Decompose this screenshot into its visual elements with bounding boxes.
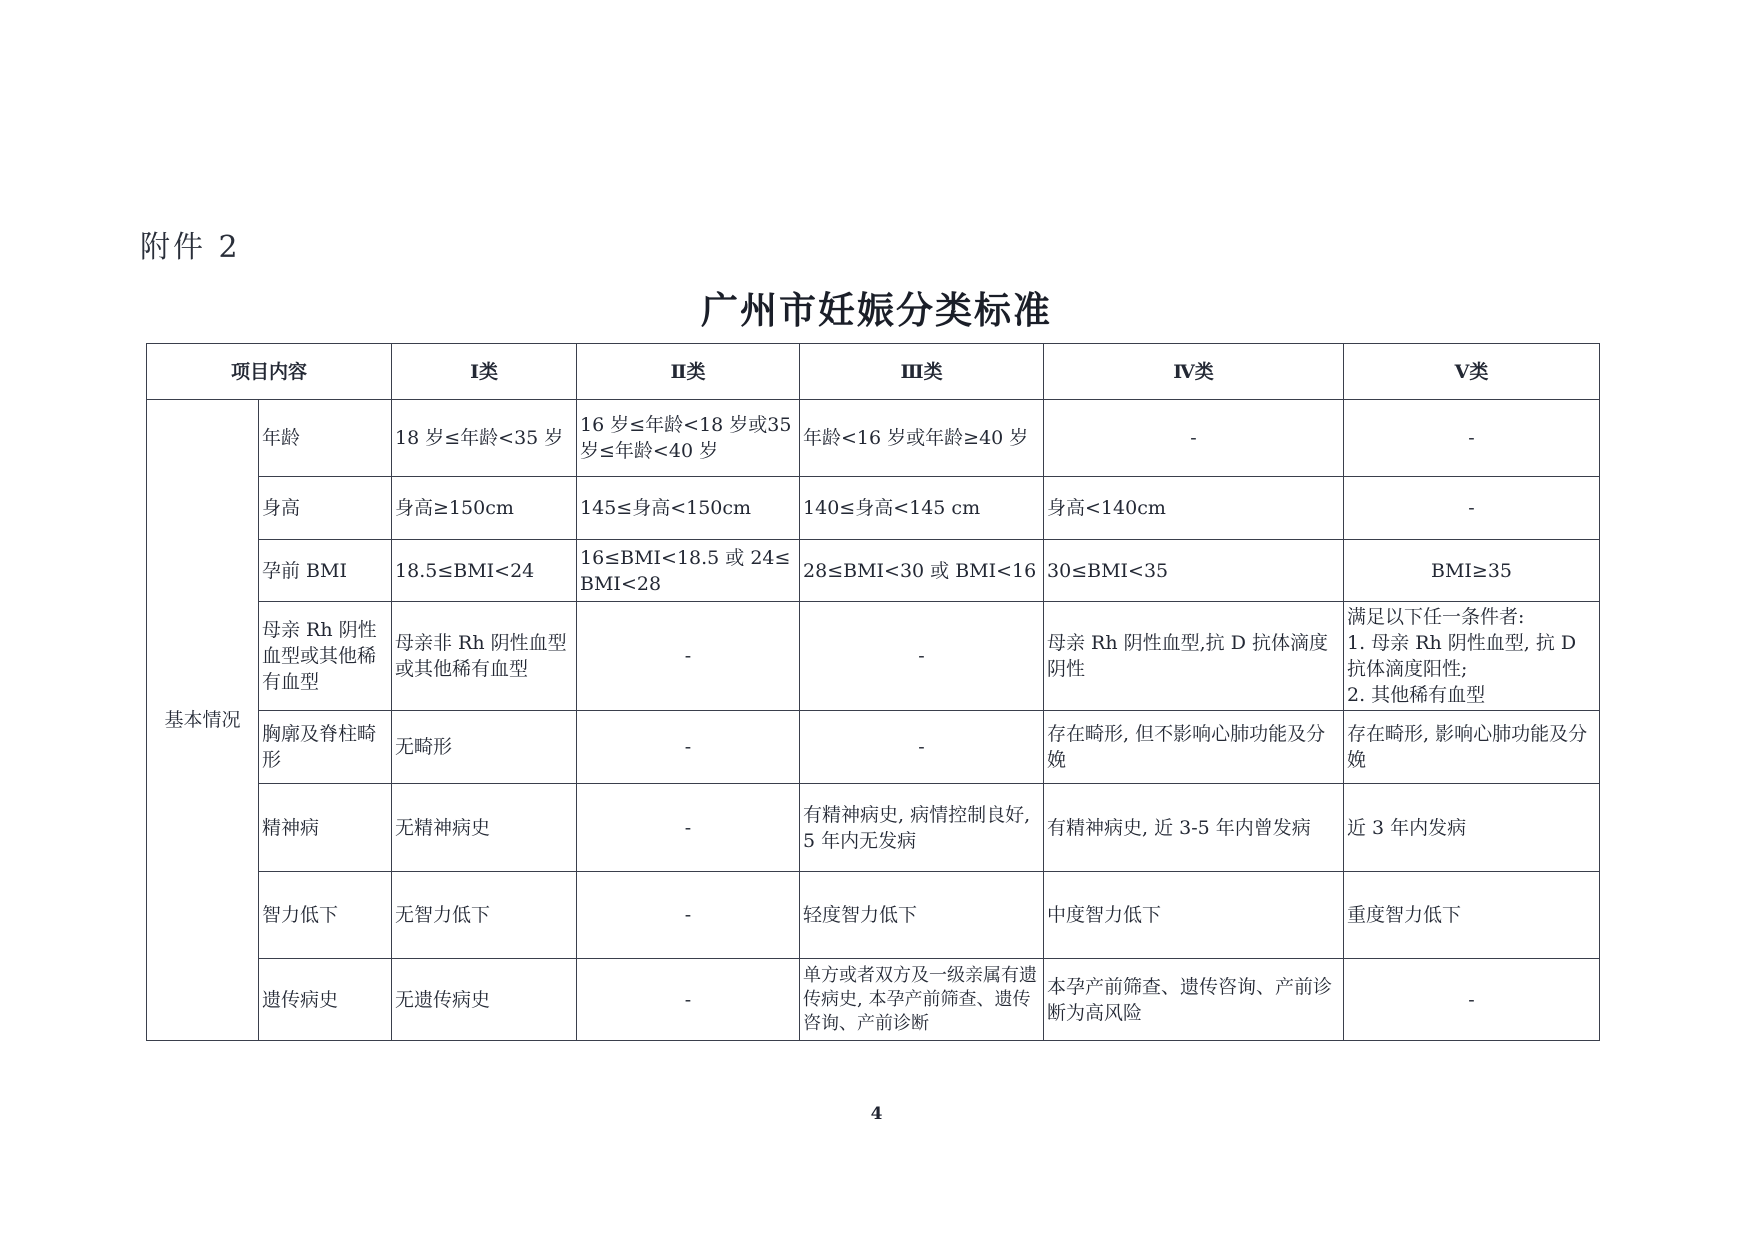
cell-class-5: BMI≥35 [1344,540,1600,602]
row-item: 孕前 BMI [259,540,392,602]
cell-class-5: 满足以下任一条件者: 1. 母亲 Rh 阴性血型, 抗 D 抗体滴度阳性; 2. 其他稀有血型 [1344,602,1600,711]
cell-class-2: - [577,784,800,872]
cell-class-3: 年龄<16 岁或年龄≥40 岁 [800,400,1044,477]
cell-class-3: 轻度智力低下 [800,872,1044,959]
row-item: 精神病 [259,784,392,872]
cell-class-3: 140≤身高<145 cm [800,477,1044,540]
cell-class-1: 母亲非 Rh 阴性血型或其他稀有血型 [392,602,577,711]
cell-class-1: 身高≥150cm [392,477,577,540]
cell-class-4: 有精神病史, 近 3-5 年内曾发病 [1044,784,1344,872]
classification-table [146,343,1600,1041]
row-item: 身高 [259,477,392,540]
cell-class-4: 母亲 Rh 阴性血型,抗 D 抗体滴度阴性 [1044,602,1344,711]
cell-class-1: 无遗传病史 [392,959,577,1041]
page-number: 4 [870,1104,883,1124]
table-row [147,602,1600,711]
cell-class-4: 身高<140cm [1044,477,1344,540]
table-row [147,477,1600,540]
cell-class-5: - [1344,959,1600,1041]
document-title: 广州市妊娠分类标准 [701,288,1052,332]
table-row [147,711,1600,784]
cell-class-1: 18.5≤BMI<24 [392,540,577,602]
attachment-label: 附件 2 [140,230,241,265]
cell-class-1: 18 岁≤年龄<35 岁 [392,400,577,477]
cell-class-5: - [1344,400,1600,477]
cell-class-5: 近 3 年内发病 [1344,784,1600,872]
cell-class-4: 30≤BMI<35 [1044,540,1344,602]
header-class-1: Ⅰ类 [392,344,577,400]
header-class-5: Ⅴ类 [1344,344,1600,400]
cell-class-4: 中度智力低下 [1044,872,1344,959]
cell-class-1: 无智力低下 [392,872,577,959]
table-row [147,400,1600,477]
cell-class-2: - [577,711,800,784]
cell-class-2: 16≤BMI<18.5 或 24≤BMI<28 [577,540,800,602]
cell-class-2: 145≤身高<150cm [577,477,800,540]
cell-class-2: 16 岁≤年龄<18 岁或35岁≤年龄<40 岁 [577,400,800,477]
table-row [147,872,1600,959]
cell-class-3: 28≤BMI<30 或 BMI<16 [800,540,1044,602]
table-row [147,540,1600,602]
row-item: 遗传病史 [259,959,392,1041]
row-item: 母亲 Rh 阴性血型或其他稀有血型 [259,602,392,711]
header-class-2: Ⅱ类 [577,344,800,400]
row-item: 年龄 [259,400,392,477]
table-row [147,959,1600,1041]
cell-class-5: 存在畸形, 影响心肺功能及分娩 [1344,711,1600,784]
cell-class-1: 无畸形 [392,711,577,784]
cell-class-3: - [800,602,1044,711]
row-item: 智力低下 [259,872,392,959]
cell-class-5: - [1344,477,1600,540]
cell-class-2: - [577,959,800,1041]
table-row [147,784,1600,872]
cell-class-1: 无精神病史 [392,784,577,872]
group-label: 基本情况 [147,400,259,1041]
cell-class-3: 单方或者双方及一级亲属有遗传病史, 本孕产前筛查、遗传咨询、产前诊断 [800,959,1044,1041]
cell-class-2: - [577,602,800,711]
table-header-row [147,344,1600,400]
cell-class-4: 本孕产前筛查、遗传咨询、产前诊断为高风险 [1044,959,1344,1041]
cell-class-3: - [800,711,1044,784]
header-item-content: 项目内容 [147,344,392,400]
cell-class-5: 重度智力低下 [1344,872,1600,959]
cell-class-4: 存在畸形, 但不影响心肺功能及分娩 [1044,711,1344,784]
header-class-4: Ⅳ类 [1044,344,1344,400]
cell-class-2: - [577,872,800,959]
cell-class-4: - [1044,400,1344,477]
row-item: 胸廓及脊柱畸形 [259,711,392,784]
header-class-3: Ⅲ类 [800,344,1044,400]
cell-class-3: 有精神病史, 病情控制良好, 5 年内无发病 [800,784,1044,872]
